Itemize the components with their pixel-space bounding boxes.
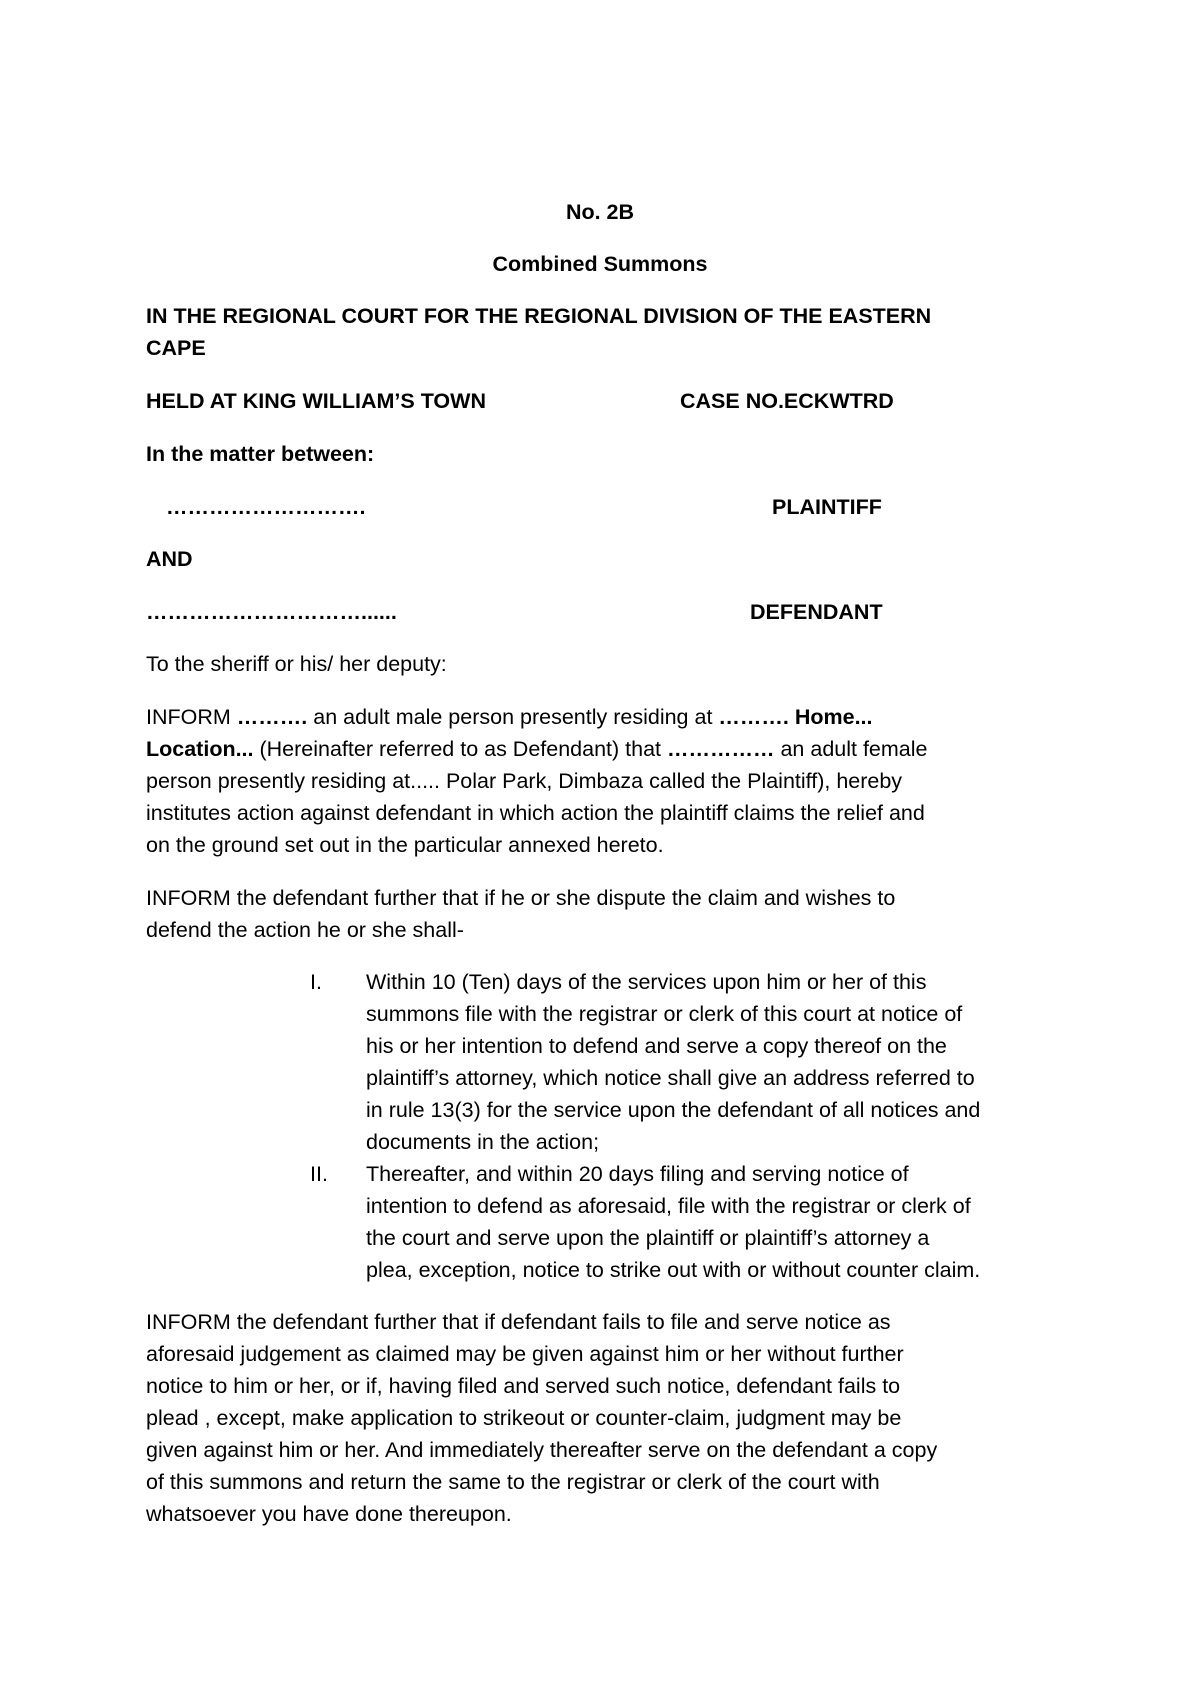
list-item-body	[366, 1158, 1096, 1286]
inform-1-text: an adult female	[774, 737, 928, 761]
inform-3-line: INFORM the defendant further that if defendant fails to file and serve notice as	[146, 1310, 891, 1334]
inform-2-line-2: defend the action he or she shall-	[146, 918, 464, 942]
list-item-line: intention to defend as aforesaid, file with the registrar or clerk of	[366, 1194, 971, 1218]
form-title: Combined Summons	[492, 252, 708, 276]
inform-2-line-1: INFORM the defendant further that if he or she dispute the claim and wishes to	[146, 886, 896, 910]
defendant-label: DEFENDANT	[750, 600, 883, 624]
inform-paragraph-1	[146, 701, 1076, 861]
list-item-line: summons file with the registrar or clerk of this court at notice of	[366, 1002, 963, 1026]
inform-3-line: plead , except, make application to strikeout or counter-claim, judgment may be	[146, 1406, 902, 1430]
address-line: To the sheriff or his/ her deputy:	[146, 652, 447, 676]
list-item-line: Within 10 (Ten) days of the services upon him or her of this	[366, 970, 927, 994]
defendant-home-blank: ………. Home...	[718, 705, 873, 729]
list-item-line: his or her intention to defend and serve a copy thereof on the	[366, 1034, 947, 1058]
form-number: No. 2B	[565, 200, 635, 224]
list-item-line: Thereafter, and within 20 days filing and serving notice of	[366, 1162, 909, 1186]
case-number: CASE NO.ECKWTRD	[680, 389, 894, 413]
inform-3-line: given against him or her. And immediately thereafter serve on the defendant a copy	[146, 1438, 938, 1462]
court-name-line-2: CAPE	[146, 336, 206, 360]
inform-1-text: (Hereinafter referred to as Defendant) that	[253, 737, 667, 761]
plaintiff-name-blank: ……………	[667, 737, 775, 761]
inform-1-line-4: institutes action against defendant in which action the plaintiff claims the relief and	[146, 801, 925, 825]
inform-3-line: aforesaid judgement as claimed may be given against him or her without further	[146, 1342, 904, 1366]
and-label: AND	[146, 547, 193, 571]
list-item-number: II.	[310, 1162, 328, 1186]
inform-1-text: an adult male person presently residing at	[307, 705, 719, 729]
inform-3-line: whatsoever you have done thereupon.	[146, 1502, 512, 1526]
list-item-line: documents in the action;	[366, 1130, 600, 1154]
inform-1-line-2	[146, 733, 1076, 765]
held-at: HELD AT KING WILLIAM’S TOWN	[146, 389, 486, 413]
inform-paragraph-2	[146, 882, 1076, 946]
list-item-line: the court and serve upon the plaintiff or plaintiff’s attorney a	[366, 1226, 930, 1250]
inform-3-line: notice to him or her, or if, having filed and served such notice, defendant fails to	[146, 1374, 901, 1398]
list-item-body	[366, 966, 1096, 1158]
list-item-line: in rule 13(3) for the service upon the defendant of all notices and	[366, 1098, 981, 1122]
inform-1-line-3: person presently residing at..... Polar Park, Dimbaza called the Plaintiff), hereby	[146, 769, 903, 793]
inform-3-line: of this summons and return the same to the registrar or clerk of the court with	[146, 1470, 880, 1494]
defendant-blank: …………………………......	[146, 600, 397, 624]
inform-1-line-1	[146, 701, 1076, 733]
plaintiff-blank: ……………………….	[166, 495, 366, 519]
court-name-line-1: IN THE REGIONAL COURT FOR THE REGIONAL DIVISION OF THE EASTERN	[146, 304, 932, 328]
inform-1-text: INFORM	[146, 705, 237, 729]
plaintiff-label: PLAINTIFF	[772, 495, 882, 519]
list-item-line: plaintiff’s attorney, which notice shall give an address referred to	[366, 1066, 975, 1090]
parties-intro: In the matter between:	[146, 442, 375, 466]
list-item-line: plea, exception, notice to strike out with or without counter claim.	[366, 1258, 981, 1282]
defendant-location-blank: Location...	[146, 737, 254, 761]
defendant-name-blank: ……….	[236, 705, 308, 729]
inform-1-line-5: on the ground set out in the particular annexed hereto.	[146, 833, 664, 857]
list-item-number: I.	[310, 970, 322, 994]
inform-paragraph-3	[146, 1306, 1076, 1530]
